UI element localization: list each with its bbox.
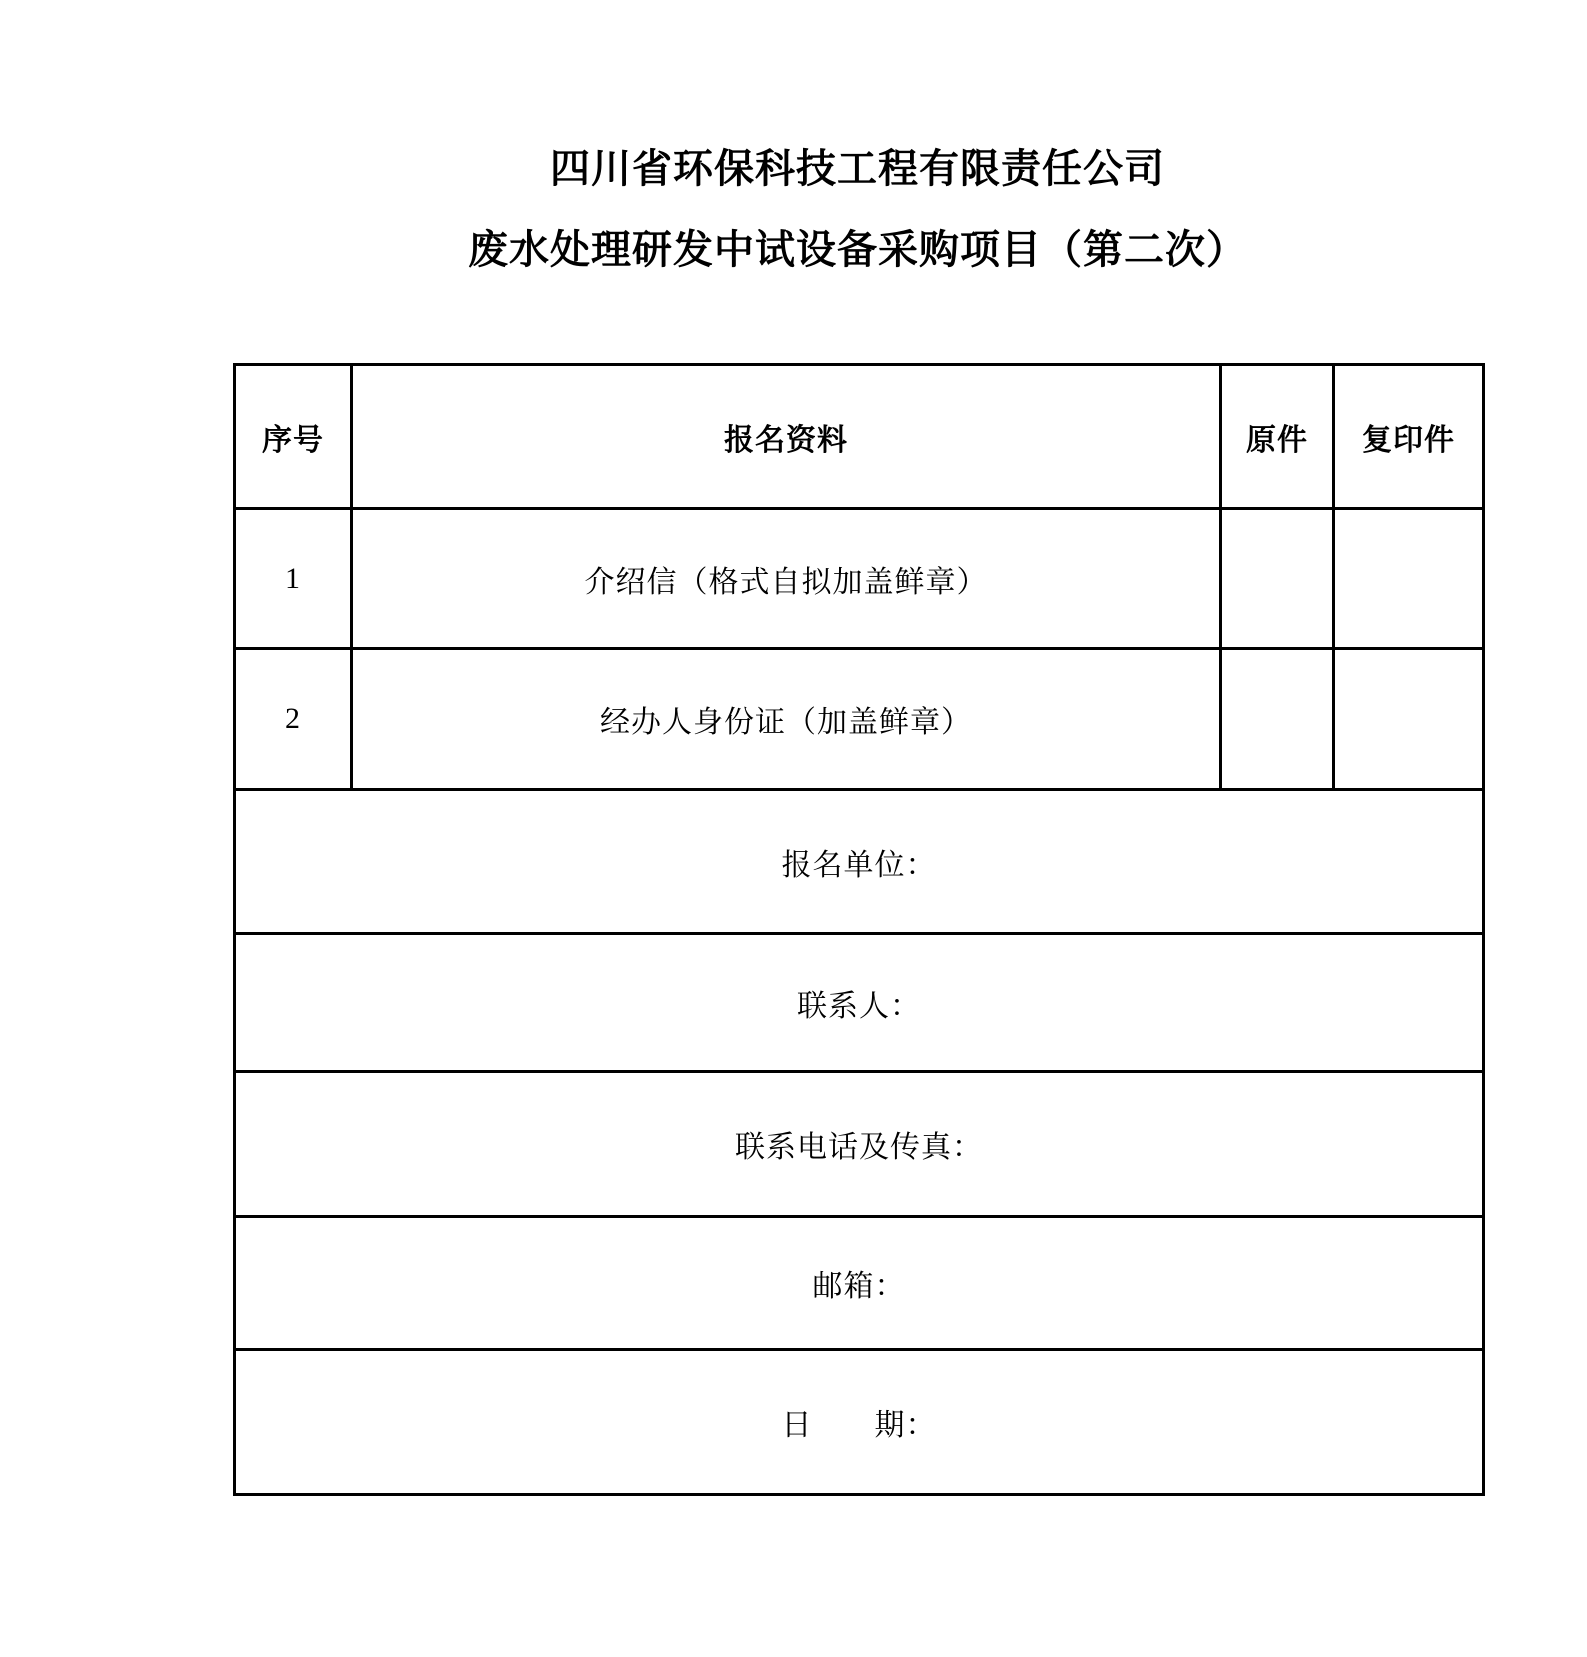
info-row-phone-fax [235, 1072, 1484, 1217]
row-2-index: 2 [235, 649, 352, 790]
row-1-material: 介绍信（格式自拟加盖鲜章） [352, 509, 1221, 649]
table-header-row [235, 365, 1484, 509]
table-row-1 [235, 509, 1484, 649]
info-label-email: 邮箱： [235, 1217, 1484, 1350]
info-row-unit [235, 790, 1484, 934]
row-1-copy-cell [1334, 509, 1484, 649]
info-label-phone-fax: 联系电话及传真： [235, 1072, 1484, 1217]
header-copy: 复印件 [1334, 365, 1484, 509]
header-index: 序号 [235, 365, 352, 509]
header-original: 原件 [1221, 365, 1334, 509]
info-row-contact [235, 934, 1484, 1072]
document-title-line2: 废水处理研发中试设备采购项目（第二次） [468, 227, 1247, 272]
row-2-copy-cell [1334, 649, 1484, 790]
row-1-index: 1 [235, 509, 352, 649]
info-row-date [235, 1350, 1484, 1495]
info-row-email [235, 1217, 1484, 1350]
info-label-contact: 联系人： [235, 934, 1484, 1072]
row-2-original-cell [1221, 649, 1334, 790]
row-2-material: 经办人身份证（加盖鲜章） [352, 649, 1221, 790]
document-title-line1: 四川省环保科技工程有限责任公司 [550, 146, 1165, 191]
info-label-date: 日 期： [235, 1350, 1484, 1495]
info-label-unit: 报名单位： [235, 790, 1484, 934]
table-row-2 [235, 649, 1484, 790]
header-material: 报名资料 [352, 365, 1221, 509]
row-1-original-cell [1221, 509, 1334, 649]
registration-table [233, 363, 1485, 1496]
